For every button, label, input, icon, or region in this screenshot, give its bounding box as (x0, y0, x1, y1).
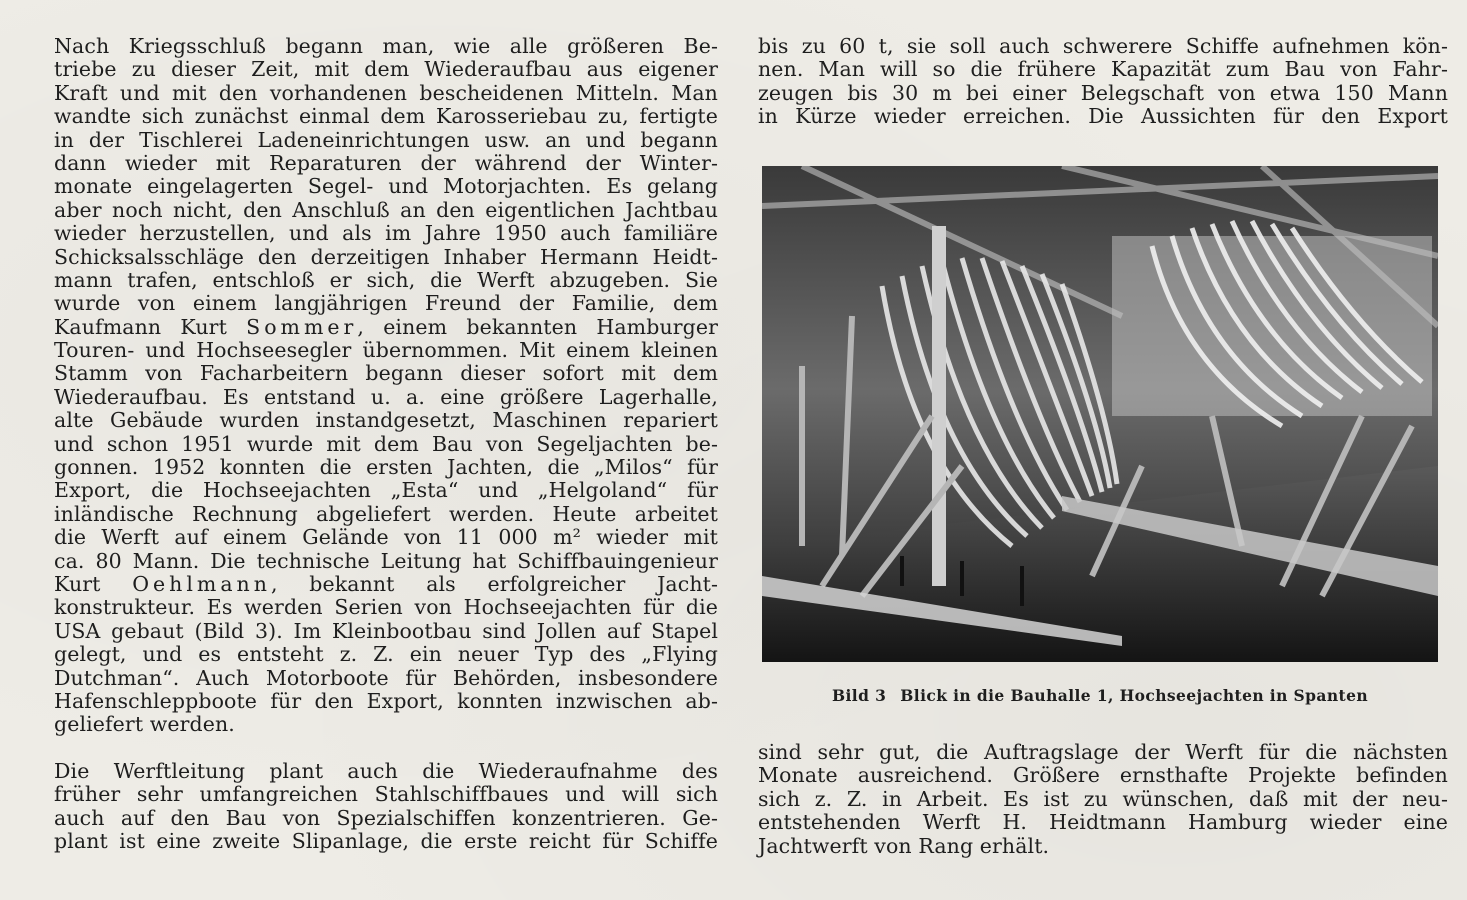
text-line-oehlmann (54, 573, 718, 596)
text-line: wieder herzustellen, und als im Jahre 1950 auch familiäre (54, 222, 718, 246)
text-line: Stamm von Facharbeitern begann dieser sofort mit dem (54, 362, 718, 386)
right-text-column-top (758, 35, 1448, 129)
text-line: monate eingelagerten Segel- und Motorjachten. Es gelang (54, 175, 718, 199)
text-line: konstrukteur. Es werden Serien von Hochseejachten für die (54, 596, 718, 620)
text-fragment: Kaufmann Kurt (54, 315, 247, 339)
text-line: gonnen. 1952 konnten die ersten Jachten, die „Milos“ für (54, 456, 718, 480)
text-line: Nach Kriegsschluß begann man, wie alle größeren Be- (54, 35, 718, 58)
text-line: bis zu 60 t, sie soll auch schwerere Schiffe aufnehmen kön- (758, 35, 1448, 58)
text-fragment: , bekannt als erfolgreicher Jacht- (270, 572, 718, 596)
text-line: USA gebaut (Bild 3). Im Kleinbootbau sind Jollen auf Stapel (54, 619, 718, 643)
text-line: Schicksalsschläge den derzeitigen Inhaber Hermann Heidt- (54, 245, 718, 269)
text-line: inländische Rechnung abgeliefert werden. Heute arbeitet (54, 502, 718, 526)
text-line: wurde von einem langjährigen Freund der Familie, dem (54, 292, 718, 316)
text-line: plant ist eine zweite Slipanlage, die erste reicht für Schiffe (54, 829, 718, 853)
text-line: sich z. Z. in Arbeit. Es ist zu wünschen, daß mit der neu- (758, 787, 1448, 811)
text-line: die Werft auf einem Gelände von 11 000 m² wieder mit (54, 526, 718, 550)
text-line: entstehenden Werft H. Heidtmann Hamburg wieder eine (758, 811, 1448, 835)
text-line: nen. Man will so die frühere Kapazität zum Bau von Fahr- (758, 58, 1448, 82)
boat-hall-photo (762, 166, 1438, 662)
paragraph-plans (54, 760, 718, 854)
text-line: zeugen bis 30 m bei einer Belegschaft von etwa 150 Mann (758, 81, 1448, 105)
text-line: in Kürze wieder erreichen. Die Aussichten für den Export (758, 105, 1448, 129)
text-line: sind sehr gut, die Auftragslage der Werft für die nächsten (758, 741, 1448, 764)
text-line: und schon 1951 wurde mit dem Bau von Segeljachten be- (54, 432, 718, 456)
right-text-column-bottom (758, 741, 1448, 858)
text-line: in der Tischlerei Ladeneinrichtungen usw. an und begann (54, 128, 718, 152)
paragraph-continuation (758, 35, 1448, 129)
text-line: Hafenschleppboote für den Export, konnten inzwischen ab- (54, 689, 718, 713)
text-line: Export, die Hochseejachten „Esta“ und „Helgoland“ für (54, 479, 718, 503)
text-fragment: , einem bekannten Hamburger (357, 315, 718, 339)
person-name-sommer: Sommer (246, 315, 358, 339)
text-line-sommer (54, 316, 718, 339)
text-line: früher sehr umfangreichen Stahlschiffbaues und will sich (54, 783, 718, 807)
paragraph-outlook (758, 741, 1448, 858)
text-fragment: Kurt (54, 572, 133, 596)
text-line: Jachtwerft von Rang erhält. (758, 833, 1050, 858)
text-line: wandte sich zunächst einmal dem Karosseriebau zu, fertigte (54, 105, 718, 129)
text-line: triebe zu dieser Zeit, mit dem Wiederaufbau aus eigener (54, 58, 718, 82)
text-line: Touren- und Hochseesegler übernommen. Mit einem kleinen (54, 339, 718, 363)
text-line: auch auf den Bau von Spezialschiffen konzentrieren. Ge- (54, 806, 718, 830)
text-line: Kraft und mit den vorhandenen bescheidenen Mitteln. Man (54, 81, 718, 105)
figure-label: Bild 3 (832, 686, 887, 705)
text-line: geliefert werden. (54, 712, 235, 737)
left-text-column (54, 35, 718, 853)
shipyard-frames-illustration (762, 166, 1438, 662)
text-line: Dutchman“. Auch Motorboote für Behörden, insbesondere (54, 666, 718, 690)
text-line: aber noch nicht, den Anschluß an den eigentlichen Jachtbau (54, 198, 718, 222)
person-name-oehlmann: Oehlmann (132, 572, 271, 596)
text-line: Die Werftleitung plant auch die Wiederaufnahme des (54, 759, 718, 783)
figure-caption (762, 686, 1438, 705)
text-line: dann wieder mit Reparaturen der während der Winter- (54, 151, 718, 175)
text-line: Wiederaufbau. Es entstand u. a. eine größere Lagerhalle, (54, 385, 718, 409)
text-line: Monate ausreichend. Größere ernsthafte Projekte befinden (758, 764, 1448, 788)
paragraph-history (54, 35, 718, 737)
text-line: ca. 80 Mann. Die technische Leitung hat Schiffbauingenieur (54, 549, 718, 573)
text-line: gelegt, und es entsteht z. Z. ein neuer Typ des „Flying (54, 643, 718, 667)
text-line: alte Gebäude wurden instandgesetzt, Maschinen repariert (54, 409, 718, 433)
figure-caption-text: Blick in die Bauhalle 1, Hochseejachten in Spanten (900, 686, 1368, 705)
text-line: mann trafen, entschloß er sich, die Werft abzugeben. Sie (54, 268, 718, 292)
